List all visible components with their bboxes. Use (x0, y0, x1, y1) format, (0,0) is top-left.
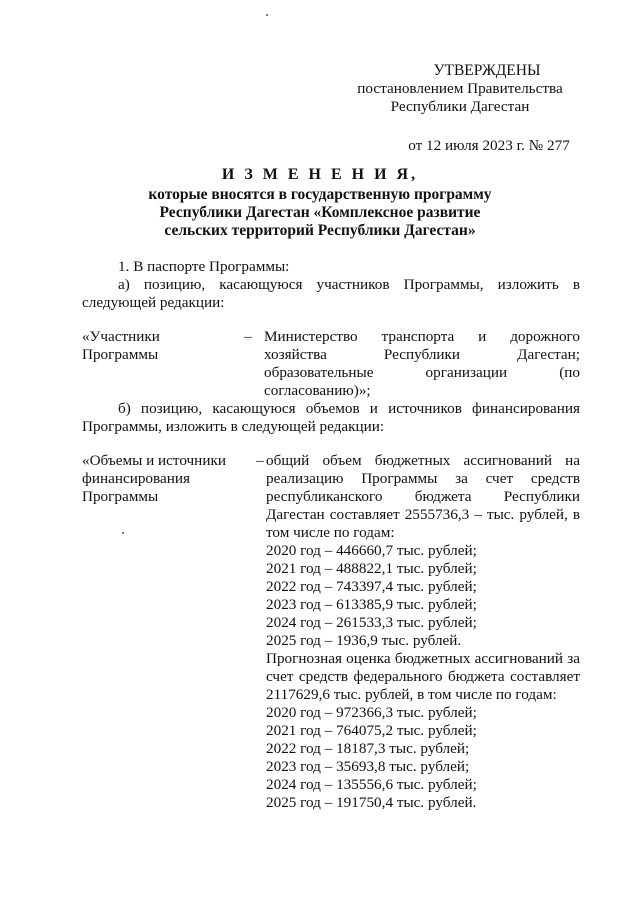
regional-year-item: 2023 год – 613385,9 тыс. рублей; (266, 596, 477, 613)
participants-value: Министерство транспорта и дорожного хозяйства Республики Дагестан; образовательные организации (по согласованию)»; (264, 328, 580, 399)
participants-dash: – (244, 328, 252, 345)
approval-date: от 12 июля 2023 г. № 277 (408, 137, 570, 154)
approval-line-1: постановлением Правительства (357, 80, 563, 97)
document-heading (0, 166, 640, 240)
regional-year-item: 2020 год – 446660,7 тыс. рублей; (266, 542, 477, 559)
funding-dash: – (256, 452, 264, 469)
federal-year-item: 2025 год – 191750,4 тыс. рублей. (266, 794, 477, 811)
participants-label: «Участники Программы (82, 328, 160, 363)
heading-line-2: Республики Дагестан «Комплексное развитие (159, 204, 481, 221)
heading-line-3: сельских территорий Республики Дагестан» (164, 222, 476, 239)
approval-title: УТВЕРЖДЕНЫ (433, 62, 541, 79)
federal-year-item: 2020 год – 972366,3 тыс. рублей; (266, 704, 477, 721)
federal-year-item: 2022 год – 18187,3 тыс. рублей; (266, 740, 470, 757)
item-b-text: б) позицию, касающуюся объемов и источников финансирования Программы, изложить в следующей редакции: (82, 400, 580, 435)
federal-year-item: 2023 год – 35693,8 тыс. рублей; (266, 758, 470, 775)
regional-year-item: 2021 год – 488822,1 тыс. рублей; (266, 560, 477, 577)
regional-year-item: 2022 год – 743397,4 тыс. рублей; (266, 578, 477, 595)
scan-speck (266, 14, 268, 16)
funding-intro: общий объем бюджетных ассигнований на реализацию Программы за счет средств республиканского бюджета Республики Дагестан составляет 2555736,3 – тыс. рублей, в том числе по годам: (266, 452, 580, 541)
approval-block (330, 62, 590, 155)
heading-line-1: которые вносятся в государственную программу (148, 186, 492, 203)
heading-main: И З М Е Н Е Н И Я, (221, 166, 419, 183)
federal-year-item: 2024 год – 135556,6 тыс. рублей; (266, 776, 477, 793)
approval-line-2: Республики Дагестан (390, 98, 530, 115)
item-a-text: а) позицию, касающуюся участников Программы, изложить в следующей редакции: (82, 276, 580, 311)
regional-year-item: 2025 год – 1936,9 тыс. рублей. (266, 632, 462, 649)
funding-label (82, 452, 254, 812)
funding-value (266, 452, 580, 812)
section-1-intro: 1. В паспорте Программы: (118, 258, 290, 275)
regional-year-list (266, 542, 580, 650)
regional-year-item: 2024 год – 261533,3 тыс. рублей; (266, 614, 477, 631)
federal-year-item: 2021 год – 764075,2 тыс. рублей; (266, 722, 477, 739)
funding-row (82, 452, 580, 812)
funding-label-text: «Объемы и источники финансирования Программы (82, 452, 226, 505)
participants-row (82, 328, 580, 400)
federal-year-list (266, 704, 580, 812)
federal-intro: Прогнозная оценка бюджетных ассигнований за счет средств федерального бюджета составляет 2117629,6 тыс. рублей, в том числе по годам: (266, 650, 580, 703)
document-body (82, 258, 580, 812)
scan-speck (122, 532, 124, 534)
